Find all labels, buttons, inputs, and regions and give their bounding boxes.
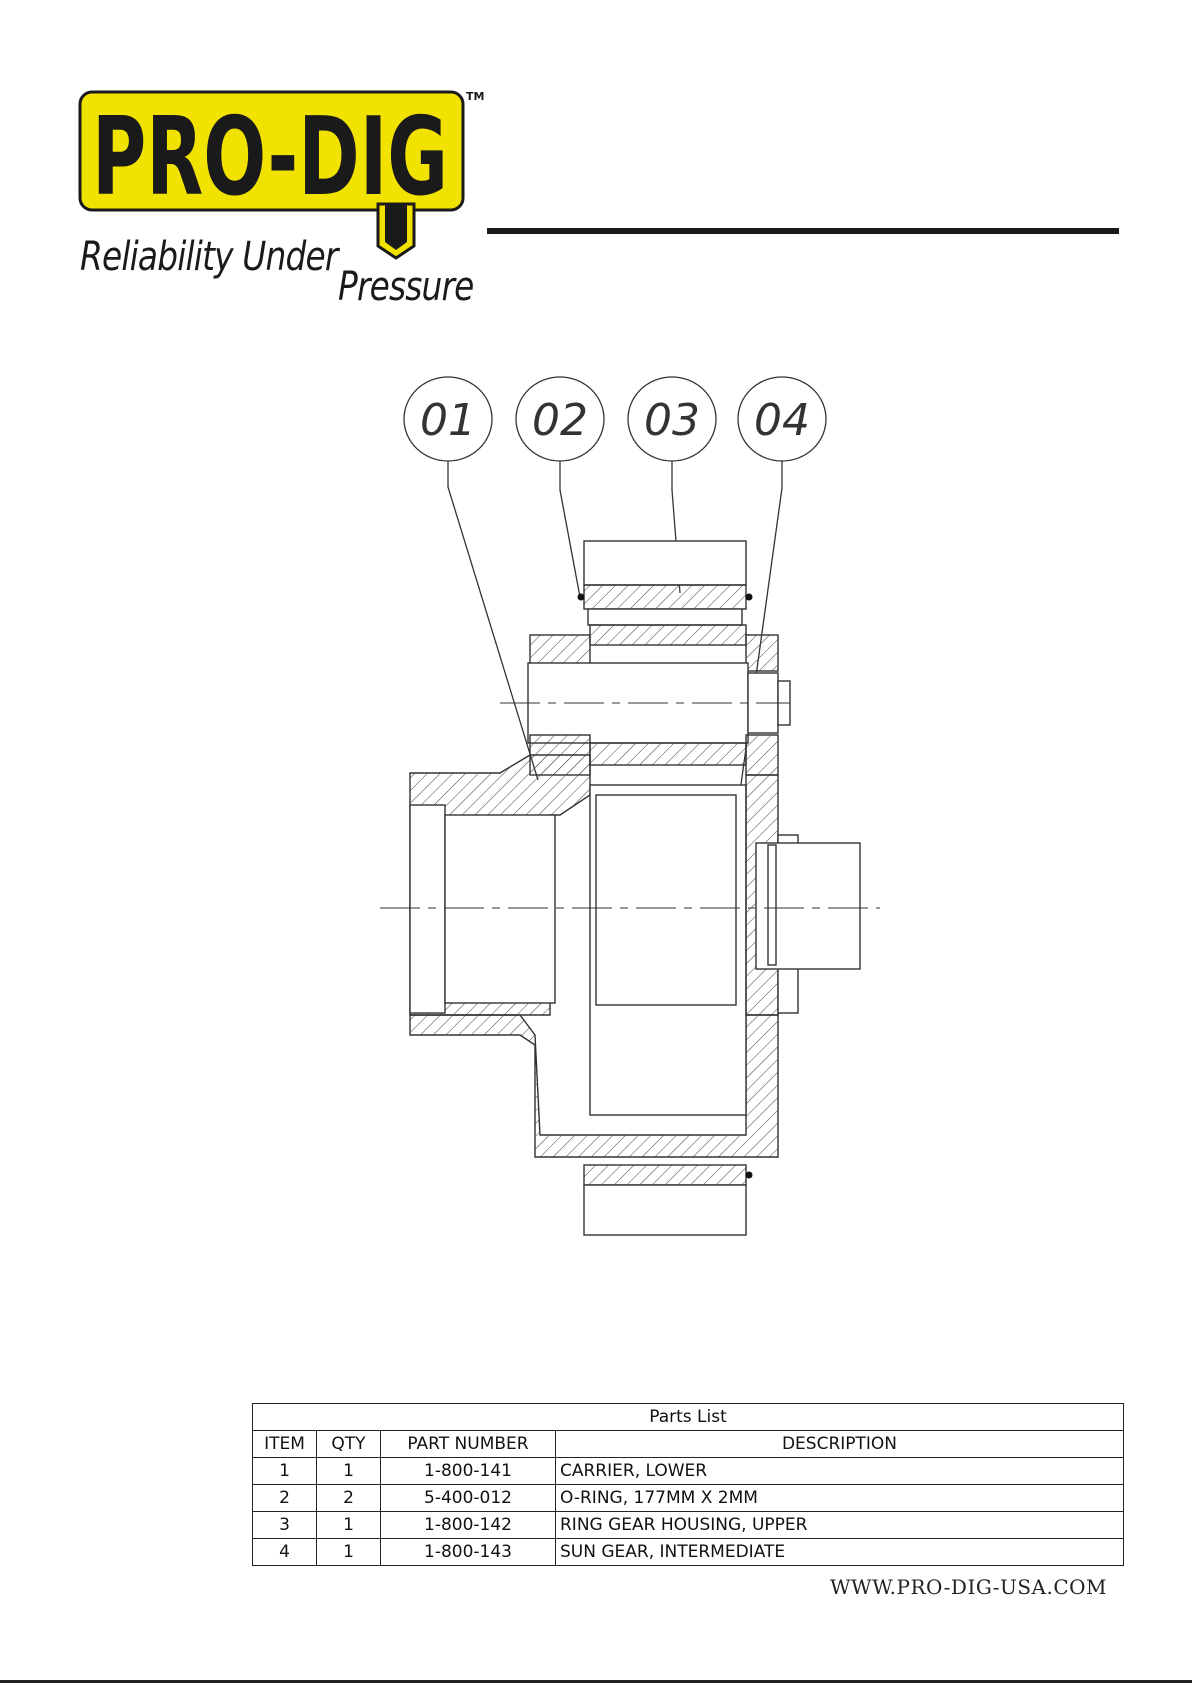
assembly-cross-section-drawing xyxy=(380,375,880,1300)
ring-gear-lower-hatched xyxy=(584,1165,746,1185)
ring-gear-upper-hatched xyxy=(584,585,746,609)
bottom-rule xyxy=(0,1680,1192,1683)
pro-dig-logo xyxy=(78,86,488,316)
balloon-label-04: 04 xyxy=(754,395,810,446)
cell-description: O-RING, 177MM X 2MM xyxy=(556,1485,1124,1512)
brand-name: PRO-DIG xyxy=(92,95,448,220)
header-rule xyxy=(487,228,1119,234)
header-qty: QTY xyxy=(317,1431,381,1458)
cell-description: SUN GEAR, INTERMEDIATE xyxy=(556,1539,1124,1566)
table-row xyxy=(253,1458,1124,1485)
ring-gear-lower-bottom xyxy=(584,1185,746,1235)
balloon-label-03: 03 xyxy=(644,395,700,446)
balloon-label-01: 01 xyxy=(420,395,476,446)
tagline-line-2: Pressure xyxy=(338,264,474,310)
header-part-number: PART NUMBER xyxy=(381,1431,556,1458)
tagline-line-1: Reliability Under xyxy=(80,234,338,280)
cell-item: 1 xyxy=(253,1458,317,1485)
cell-part-number: 1-800-143 xyxy=(381,1539,556,1566)
cell-item: 3 xyxy=(253,1512,317,1539)
balloon-label-02: 02 xyxy=(532,395,588,446)
cell-qty: 1 xyxy=(317,1512,381,1539)
cell-part-number: 5-400-012 xyxy=(381,1485,556,1512)
table-row xyxy=(253,1485,1124,1512)
ring-gear-upper-top xyxy=(584,541,746,585)
cell-qty: 1 xyxy=(317,1458,381,1485)
parts-list-header-row xyxy=(253,1431,1124,1458)
cell-item: 4 xyxy=(253,1539,317,1566)
parts-list-title-row xyxy=(253,1404,1124,1431)
trademark-mark: TM xyxy=(466,90,485,103)
cell-description: CARRIER, LOWER xyxy=(556,1458,1124,1485)
parts-list-table xyxy=(252,1403,1124,1566)
cell-part-number: 1-800-142 xyxy=(381,1512,556,1539)
cell-qty: 1 xyxy=(317,1539,381,1566)
cell-item: 2 xyxy=(253,1485,317,1512)
table-row xyxy=(253,1539,1124,1566)
website-url: WWW.PRO-DIG-USA.COM xyxy=(829,1575,1107,1599)
parts-list-title: Parts List xyxy=(253,1404,1124,1431)
cell-description: RING GEAR HOUSING, UPPER xyxy=(556,1512,1124,1539)
cell-qty: 2 xyxy=(317,1485,381,1512)
header-description: DESCRIPTION xyxy=(556,1431,1124,1458)
table-row xyxy=(253,1512,1124,1539)
cell-part-number: 1-800-141 xyxy=(381,1458,556,1485)
header-item: ITEM xyxy=(253,1431,317,1458)
